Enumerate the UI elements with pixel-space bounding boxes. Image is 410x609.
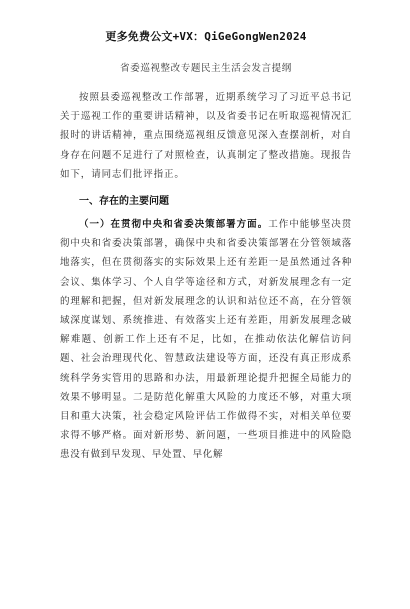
document-subtitle: 省委巡视整改专题民主生活会发言提纲 [120,63,292,74]
body-paragraph [60,215,352,465]
subsection-heading: （一）在贯彻中央和省委决策部署方面。 [79,219,269,231]
intro-paragraph: 按照县委巡视整改工作部署，近期系统学习了习近平总书记关于巡视工作的重要讲话精神，以及省委书记在听取巡视情况汇报时的讲话精神，重点围绕巡视组反馈意见深入查摆剖析，对自身存在问题不足进行了对照检查，认真制定了整改措施。现报告如下，请同志们批评指正。 [60,92,352,180]
watermark-header: 更多免费公文+VX：QiGeGongWen2024 [105,30,307,43]
document-page [0,29,410,609]
subsection-text: 工作中能够坚决贯彻中央和省委决策部署，确保中央和省委决策部署在分管领域落地落实，但在贯彻落实的实际效果上还有差距一是虽然通过各种会议、集体学习、个人自学等途径和方式，对新发展理念有一定的理解和把握，但对新发展理念的认识和站位还不高，在分管领域深度谋划、系统推进、有效落实上还有差距，用新发展理念破解难题、创新工作上还有不足，比如，在推动依法化解信访问题、社会治理现代化、智慧政法建设等方面，还没有真正形成系统科学务实管用的思路和办法，用最新理论提升把握全局能力的效果不够明显。二是防范化解重大风险的力度还不够，对重大项目和重大决策，社会稳定风险评估工作做得不实，对相关单位要求得不够严格。面对新形势、新问题，一些项目推进中的风险隐患没有做到早发现、早处置、早化解 [60,219,352,461]
section-heading: 一、存在的主要问题 [79,196,169,208]
